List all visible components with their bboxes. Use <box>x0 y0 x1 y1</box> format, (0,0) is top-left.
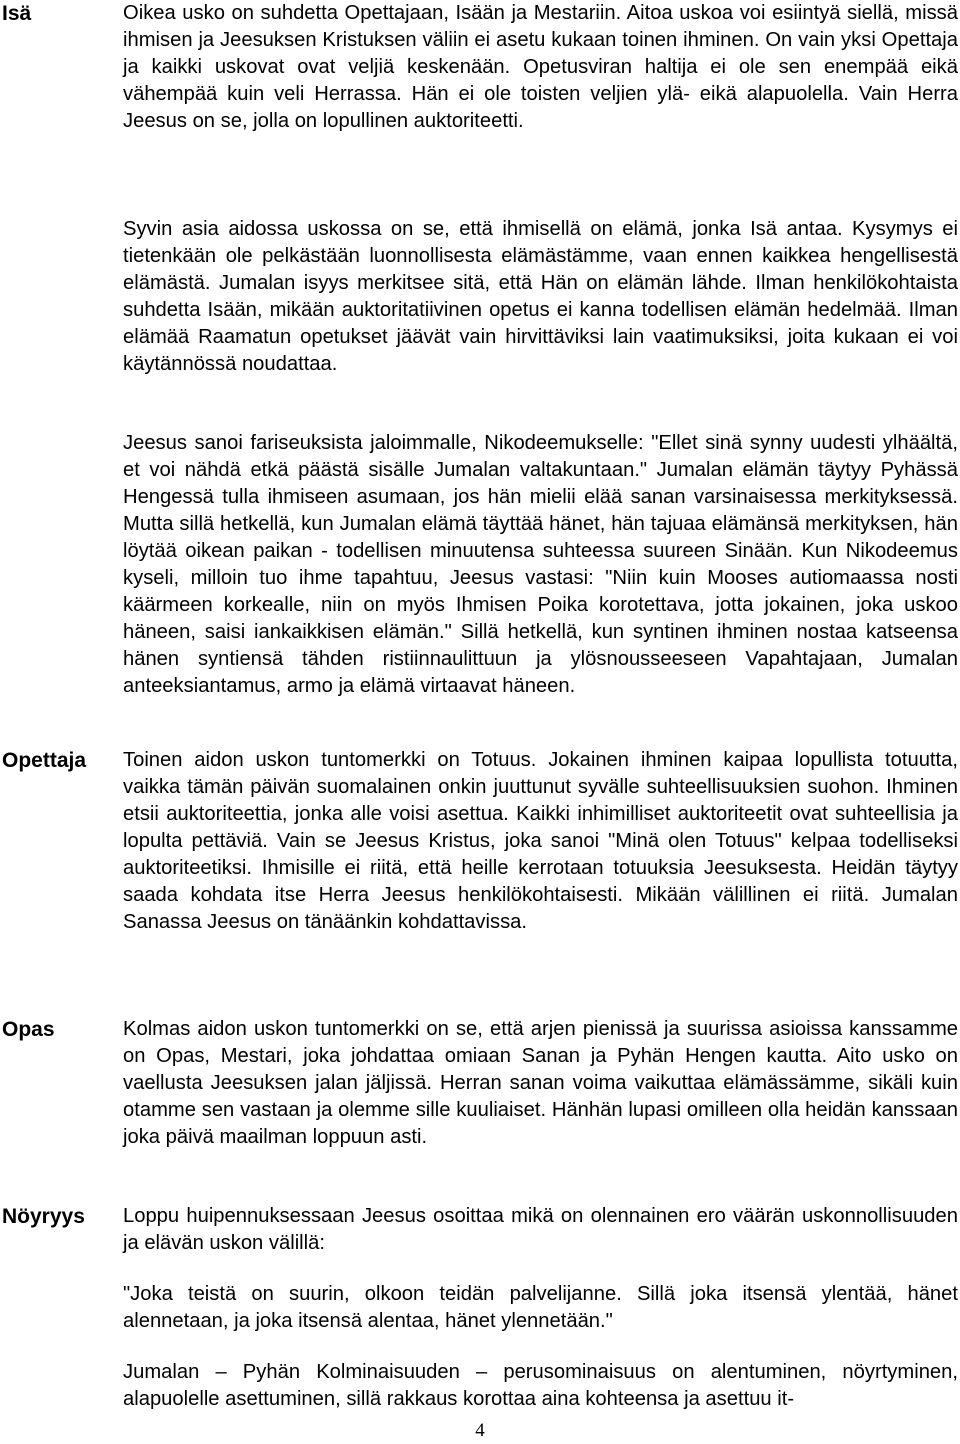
paragraph: Kolmas aidon uskon tuntomerkki on se, että arjen pienissä ja suurissa asioissa kanssamme on Opas, Mestari, joka johdattaa omiaan Sanan ja Pyhän Hengen kautta. Aito usko on vaellusta Jeesuksen jalan jäljissä. Herran sanan voima vaikuttaa elämässämme, sikäli kuin otamme sen vastaan ja olemme sille kuuliaiset. Hänhän lupasi omilleen olla heidän kanssaan joka päivä maailman loppuun asti. <box>123 1018 958 1148</box>
quote-paragraph: "Joka teistä on suurin, olkoon teidän palvelijanne. Sillä joka itsensä ylentää, hänet alennetaan, ja joka itsensä alentaa, hänet ylennetään." <box>123 1283 958 1332</box>
section-heading: Opas <box>2 1018 55 1041</box>
section-heading: Nöyryys <box>2 1205 85 1228</box>
paragraph: Jumalan – Pyhän Kolminaisuuden – perusominaisuus on alentuminen, nöyrtyminen, alapuolelle asettuminen, sillä rakkaus korottaa aina kohteensa ja asettuu it- <box>123 1361 958 1410</box>
paragraph: Toinen aidon uskon tuntomerkki on Totuus. Jokainen ihminen kaipaa lopullista totuutta, vaikka tämän päivän suomalainen onkin juuttunut syvälle suhteellisuuksien suohon. Ihminen etsii auktoriteettia, jonka alle voisi asettua. Kaikki inhimilliset auktoriteetit ovat suhteellisia ja lopulta pettäviä. Vain se Jeesus Kristus, joka sanoi "Minä olen Totuus" kelpaa todelliseksi auktoriteetiksi. Ihmisille ei riitä, että heille kerrotaan totuuksia Jeesuksesta. Heidän täytyy saada kohdata itse Herra Jeesus henkilökohtaisesti. Mikään välillinen ei riitä. Jumalan Sanassa Jeesus on tänäänkin kohdattavissa. <box>123 749 958 933</box>
section-heading: Opettaja <box>2 749 87 772</box>
paragraph: Syvin asia aidossa uskossa on se, että ihmisellä on elämä, jonka Isä antaa. Kysymys ei tietenkään ole pelkästään luonnollisesta elämästämme, vaan ennen kaikkea hengellisestä elämästä. Jumalan isyys merkitsee sitä, että Hän on elämän lähde. Ilman henkilökohtaista suhdetta Isään, mikään auktoritatiivinen opetus ei kanna todellisen elämän hedelmää. Ilman elämää Raamatun opetukset jäävät vain hirvittäviksi lain vaatimuksiksi, joita kukaan ei voi käytännössä noudattaa. <box>123 218 958 375</box>
paragraph: Jeesus sanoi fariseuksista jaloimmalle, Nikodeemukselle: "Ellet sinä synny uudesti ylhäältä, et voi nähdä etkä päästä sisälle Jumalan valtakuntaan." Jumalan elämän täytyy Pyhässä Hengessä tulla ihmiseen asumaan, jos hän mielii elää sanan varsinaisessa merkityksessä. Mutta sillä hetkellä, kun Jumalan elämä täyttää hänet, hän tajuaa elämänsä merkityksen, hän löytää oikean paikan - todellisen minuutensa suhteessa suureen Sinään. Kun Nikodeemus kyseli, milloin tuo ihme tapahtuu, Jeesus vastasi: "Niin kuin Mooses autiomaassa nosti käärmeen korkealle, niin on myös Ihmisen Poika korotettava, jotta jokainen, joka uskoo häneen, saisi iankaikkisen elämän." Sillä hetkellä, kun syntinen ihminen nostaa katseensa hänen syntiensä tähden ristiinnaulittuun ja ylösnousseeseen Vapahtajaan, Jumalan anteeksiantamus, armo ja elämä virtaavat häneen. <box>123 432 958 697</box>
section-heading: Isä <box>2 2 32 25</box>
paragraph: Oikea usko on suhdetta Opettajaan, Isään ja Mestariin. Aitoa uskoa voi esiintyä siellä, missä ihmisen ja Jeesuksen Kristuksen väliin ei asetu kukaan toinen ihminen. On vain yksi Opettaja ja kaikki uskovat ovat veljiä keskenään. Opetusviran haltija ei ole sen enempää eikä vähempää kuin veli Herrassa. Hän ei ole toisten veljien ylä- eikä alapuolella. Vain Herra Jeesus on se, jolla on lopullinen auktoriteetti. <box>123 2 958 132</box>
paragraph: Loppu huipennuksessaan Jeesus osoittaa mikä on olennainen ero väärän uskonnollisuuden ja elävän uskon välillä: <box>123 1205 958 1254</box>
page-number: 4 <box>475 1420 485 1441</box>
